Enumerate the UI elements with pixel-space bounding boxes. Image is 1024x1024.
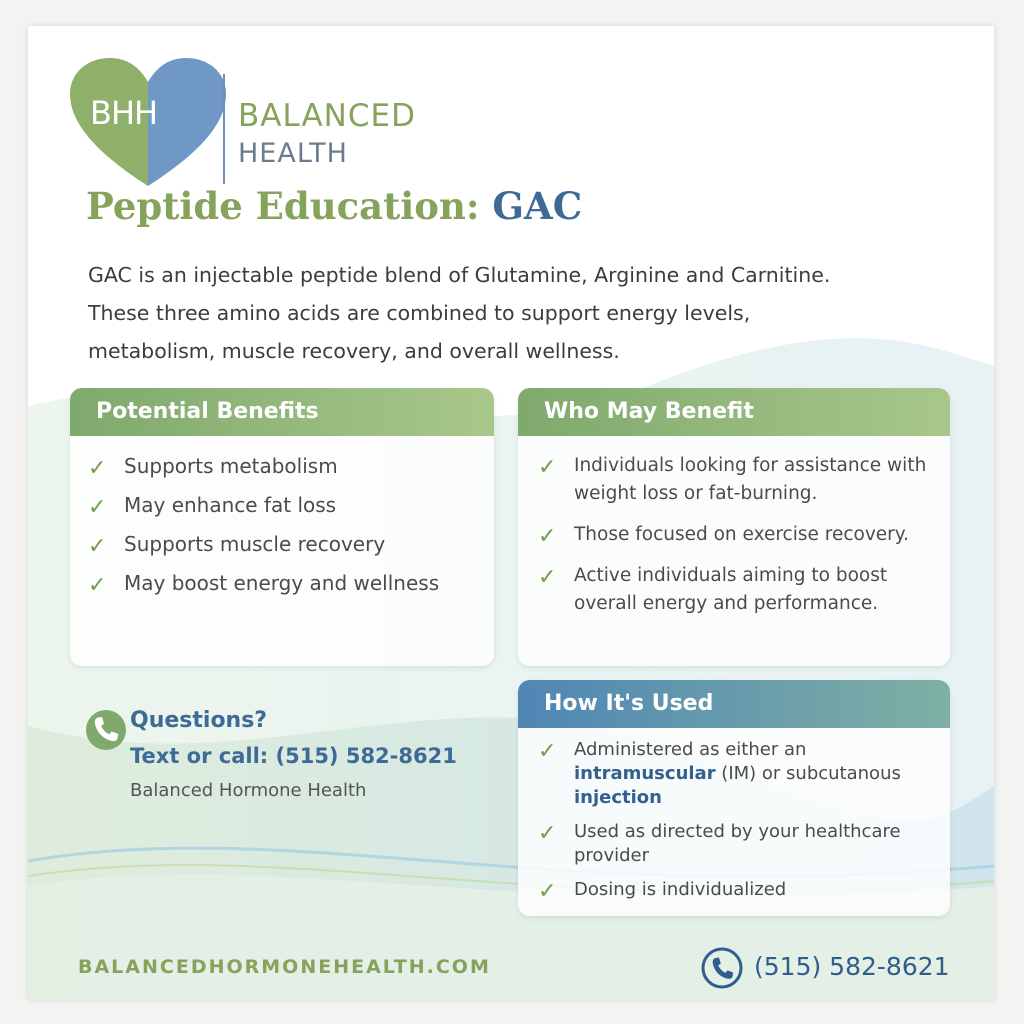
footer-phone-number[interactable]: (515) 582-8621 bbox=[754, 952, 950, 981]
card-heading: How It's Used bbox=[518, 680, 950, 728]
check-icon: ✓ bbox=[538, 879, 557, 904]
check-icon: ✓ bbox=[88, 495, 107, 520]
website-link[interactable]: BALANCEDHORMONEHEALTH.COM bbox=[78, 956, 491, 978]
check-icon: ✓ bbox=[538, 524, 557, 549]
organization-name: Balanced Hormone Health bbox=[130, 780, 367, 801]
title-product: GAC bbox=[492, 184, 583, 228]
list-item: ✓ Administered as either an intramuscular (IM) or subcutanous injection bbox=[538, 739, 901, 808]
check-icon: ✓ bbox=[88, 456, 107, 481]
phone-icon bbox=[700, 946, 744, 990]
who-may-benefit-card bbox=[518, 388, 950, 666]
check-icon: ✓ bbox=[88, 573, 107, 598]
check-icon: ✓ bbox=[538, 821, 557, 846]
check-icon: ✓ bbox=[538, 565, 557, 590]
flyer-page bbox=[28, 26, 994, 1000]
page-title bbox=[86, 184, 582, 228]
brand-name-line2: HEALTH bbox=[238, 138, 348, 169]
how-its-used-card bbox=[518, 680, 950, 916]
list-item: ✓ Used as directed by your healthcare provider bbox=[538, 821, 901, 866]
logo-initials: BHH bbox=[90, 94, 158, 132]
logo-divider bbox=[223, 74, 225, 184]
check-icon: ✓ bbox=[88, 534, 107, 559]
intro-line: GAC is an injectable peptide blend of Glutamine, Arginine and Carnitine. bbox=[88, 263, 831, 287]
check-icon: ✓ bbox=[538, 455, 557, 480]
questions-block bbox=[86, 706, 506, 816]
list-item: ✓ Individuals looking for assistance with weight loss or fat-burning. bbox=[538, 455, 927, 504]
footer-phone[interactable] bbox=[700, 946, 980, 990]
list-item: ✓ Dosing is individualized bbox=[538, 879, 787, 904]
list-item: ✓ May enhance fat loss bbox=[88, 493, 337, 520]
brand-name-line1: BALANCED bbox=[238, 98, 416, 134]
card-heading: Potential Benefits bbox=[70, 388, 494, 436]
highlight-term: intramuscular bbox=[574, 763, 716, 784]
questions-phone[interactable]: Text or call: (515) 582-8621 bbox=[130, 744, 457, 768]
questions-title: Questions? bbox=[130, 708, 268, 733]
intro-paragraph bbox=[88, 256, 968, 370]
check-icon: ✓ bbox=[538, 739, 557, 764]
potential-benefits-card bbox=[70, 388, 494, 666]
list-item: ✓ May boost energy and wellness bbox=[88, 571, 440, 598]
list-item: ✓ Supports muscle recovery bbox=[88, 532, 386, 559]
phone-icon bbox=[86, 710, 126, 750]
intro-line: These three amino acids are combined to support energy levels, bbox=[88, 301, 751, 325]
highlight-term: injection bbox=[574, 787, 662, 808]
card-heading: Who May Benefit bbox=[518, 388, 950, 436]
title-prefix: Peptide Education: bbox=[86, 184, 493, 228]
list-item: ✓ Those focused on exercise recovery. bbox=[538, 524, 909, 549]
brand-logo bbox=[68, 54, 428, 169]
list-item: ✓ Active individuals aiming to boost overall energy and performance. bbox=[538, 565, 888, 614]
intro-line: metabolism, muscle recovery, and overall wellness. bbox=[88, 339, 620, 363]
list-item: ✓ Supports metabolism bbox=[88, 454, 338, 481]
